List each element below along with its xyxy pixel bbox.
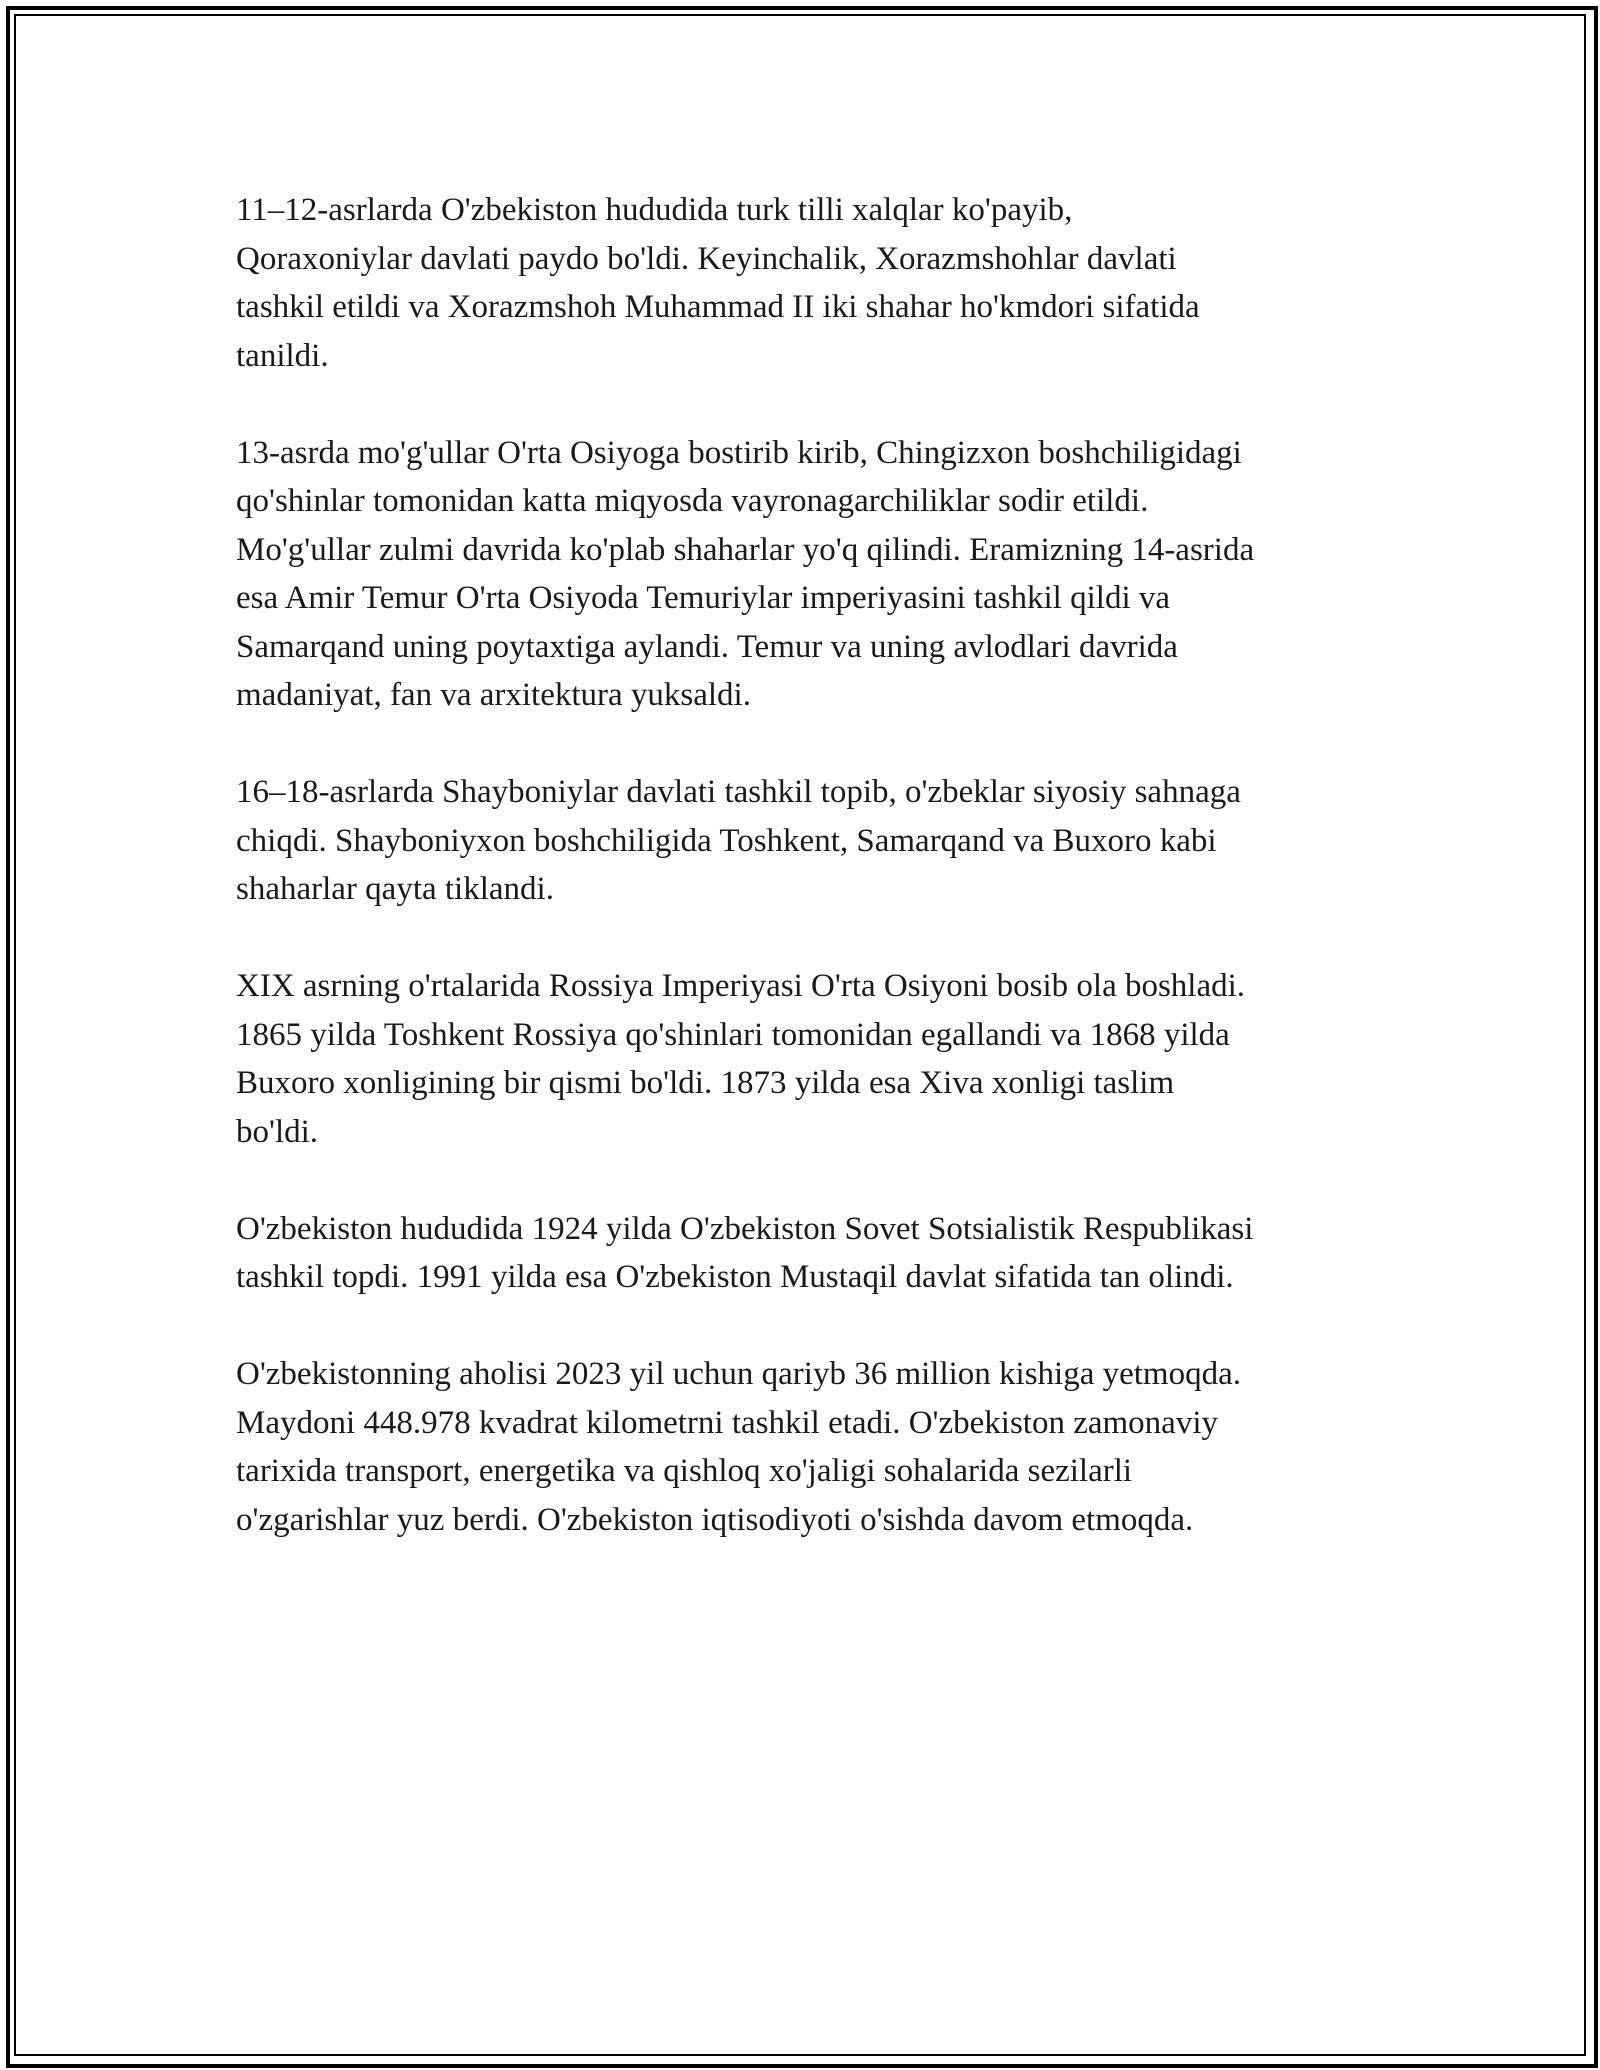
paragraph-1: 11–12-asrlarda O'zbekiston hududida turk tilli xalqlar ko'payib, Qoraxoniylar davlati paydo bo'ldi. Keyinchalik, Xorazmshohlar davlati tashkil etildi va Xorazmshoh Muhammad II iki shahar ho'kmdori sifatida tanildi.: [236, 192, 1200, 374]
paragraph-2: 13-asrda mo'g'ullar O'rta Osiyoga bostirib kirib, Chingizxon boshchiligidagi qo'shinlar tomonidan katta miqyosda vayronagarchiliklar sodir etildi. Mo'g'ullar zulmi davrida ko'plab shaharlar yo'q qilindi. Eramizning 14-asrida esa Amir Temur O'rta Osiyoda Temuriylar imperiyasini tashkil qildi va Samarqand uning poytaxtiga aylandi. Temur va uning avlodlari davrida madaniyat, fan va arxitektura yuksaldi.: [236, 434, 1255, 713]
paragraph-6: O'zbekistonning aholisi 2023 yil uchun qariyb 36 million kishiga yetmoqda. Maydoni 448.978 kvadrat kilometrni tashkil etadi. O'zbekiston zamonaviy tarixida transport, energetika va qishloq xo'jaligi sohalarida sezilarli o'zgarishlar yuz berdi. O'zbekiston iqtisodiyoti o'sishda davom etmoqda.: [236, 1356, 1242, 1538]
paragraph-3: 16–18-asrlarda Shayboniylar davlati tashkil topib, o'zbeklar siyosiy sahnaga chiqdi. Shayboniyxon boshchiligida Toshkent, Samarqand va Buxoro kabi shaharlar qayta tiklandi.: [236, 774, 1241, 907]
paragraph-4: XIX asrning o'rtalarida Rossiya Imperiyasi O'rta Osiyoni bosib ola boshladi. 1865 yilda Toshkent Rossiya qo'shinlari tomonidan egallandi va 1868 yilda Buxoro xonligining bir qismi bo'ldi. 1873 yilda esa Xiva xonligi taslim bo'ldi.: [236, 968, 1246, 1150]
document-body: [236, 186, 1376, 1593]
paragraph-5: O'zbekiston hududida 1924 yilda O'zbekiston Sovet Sotsialistik Respublikasi tashkil topdi. 1991 yilda esa O'zbekiston Mustaqil davlat sifatida tan olindi.: [236, 1210, 1254, 1295]
